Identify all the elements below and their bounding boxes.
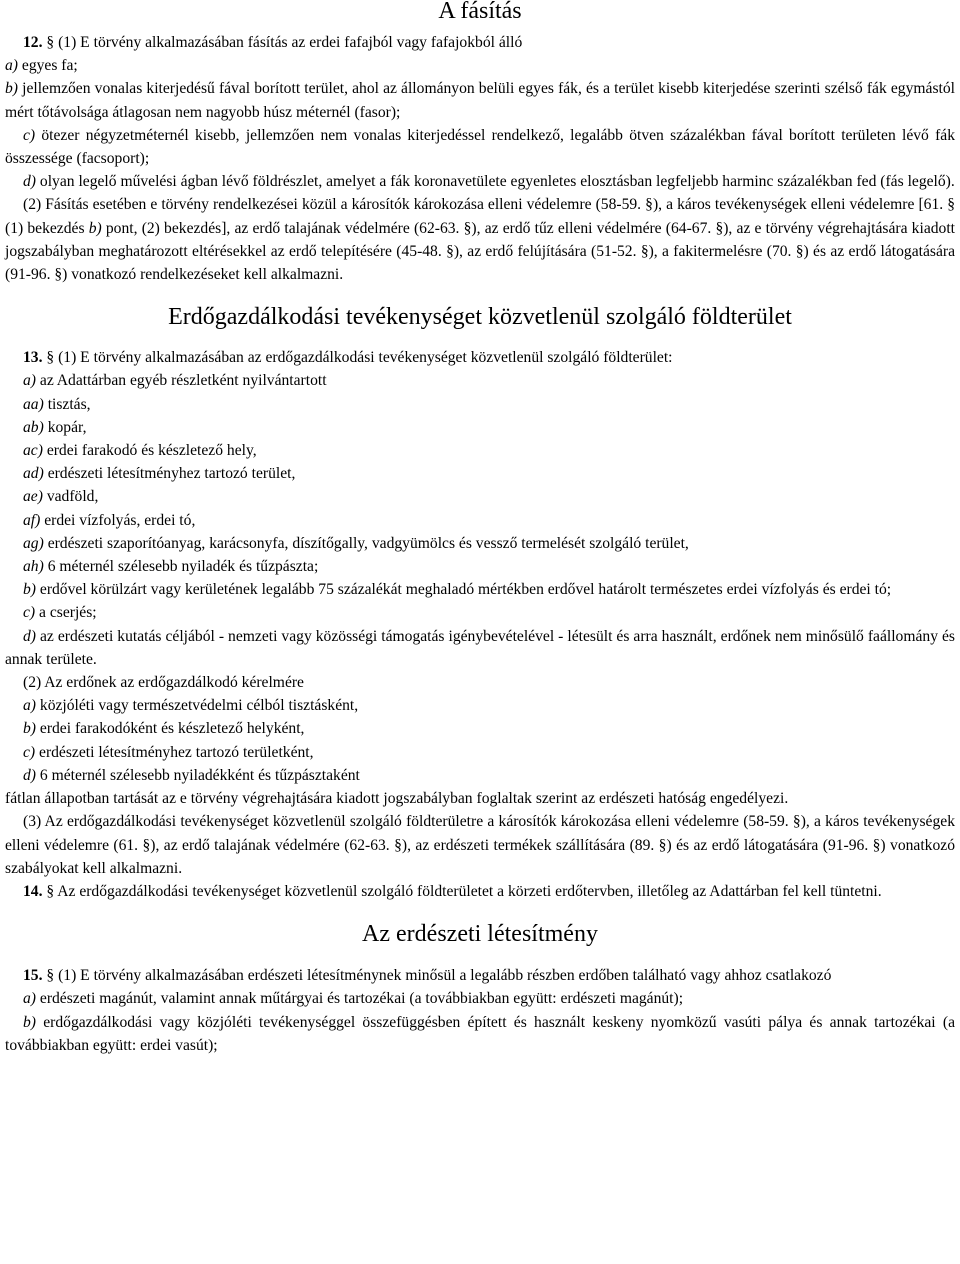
heading-erdogazdalkodasi: Erdőgazdálkodási tevékenységet közvetlenül szolgáló földterület bbox=[168, 304, 792, 331]
s13-d: d) az erdészeti kutatás céljából - nemzeti vagy közösségi támogatás igénybevételével - létesült és arra használt, erdőnek nem minősülő faállomány és annak területe. bbox=[5, 627, 955, 668]
s13-item-ah: ah) 6 méternél szélesebb nyiladék és tűzpászta; bbox=[23, 558, 319, 576]
s13-number: 13. bbox=[23, 349, 43, 367]
s13-p2-item-b: b) erdei farakodóként és készletező helyként, bbox=[23, 720, 305, 738]
s13-item-af: af) erdei vízfolyás, erdei tó, bbox=[23, 511, 196, 529]
s12-p2: (2) Fásítás esetében e törvény rendelkezései közül a károsítók károkozása elleni védelemre (58-59. §), a káros tevékenységek elleni védelemre [61. § (1) bekezdés b) pont, (2) bekezdés], az erdő talajának védelmére (62-63. §), az erdő tűz elleni védelmére (64-67. §), az e törvény végrehajtására kiadott jogszabályban meghatározott eltérésekkel az erdő telepítésére (45-48. §), az erdő felújítására (51-52. §), a fakitermelésre (70. §) és az erdő látogatására (91-96. §) vonatkozó rendelkezéseket kell alkalmazni. bbox=[5, 196, 955, 284]
s13-p2-intro: (2) Az erdőnek az erdőgazdálkodó kérelmére bbox=[23, 674, 304, 692]
s13-p2-tail: fátlan állapotban tartását az e törvény végrehajtására kiadott jogszabályban foglaltak szerint az erdészeti hatóság engedélyezi. bbox=[5, 790, 789, 808]
s12-a: a) egyes fa; bbox=[5, 57, 78, 75]
s15-p1: 15. § (1) E törvény alkalmazásában erdészeti létesítménynek minősül a legalább részben erdőben található vagy ahhoz csatlakozó bbox=[23, 967, 832, 985]
s15-number: 15. bbox=[23, 967, 43, 985]
s14-number: 14. bbox=[23, 882, 43, 900]
s12-p1-text: § (1) E törvény alkalmazásában fásítás az erdei fafajból vagy fafajokból álló bbox=[46, 34, 523, 51]
s12-b: b) jellemzően vonalas kiterjedésű fával borított terület, ahol az állományon belüli egyes fák, és a terület kisebb kiterjedése szerinti szélső fák egymástól mért tőtávolsága átlagosan nem nagyobb húsz méternél (fasor); bbox=[5, 80, 955, 121]
s13-p2-item-d: d) 6 méternél szélesebb nyiladékként és tűzpásztaként bbox=[23, 766, 360, 784]
document-page bbox=[5, 0, 955, 1057]
s12-c: c) ötezer négyzetméternél kisebb, jellemzően nem vonalas kiterjedéssel rendelkező, legalább ötven százalékban fával borított területen lévő fák összessége (facsoport); bbox=[5, 126, 955, 168]
s13-a: a) az Adattárban egyéb részletként nyilvántartott bbox=[23, 372, 327, 390]
s13-item-ab: ab) kopár, bbox=[23, 418, 87, 436]
s12-number: 12. bbox=[23, 34, 43, 51]
s13-p1: 13. § (1) E törvény alkalmazásában az erdőgazdálkodási tevékenységet közvetlenül szolgáló földterület: bbox=[23, 349, 673, 367]
heading-letesitmeny: Az erdészeti létesítmény bbox=[362, 921, 598, 948]
s13-p2-item-c: c) erdészeti létesítményhez tartozó területként, bbox=[23, 743, 314, 761]
s13-p2-item-a: a) közjóléti vagy természetvédelmi célból tisztásként, bbox=[23, 697, 359, 715]
s13-b: b) erdővel körülzárt vagy kerületének legalább 75 százalékát meghaladó mértékben erdővel határolt természetes erdei vízfolyás és erdei tó; bbox=[23, 581, 892, 599]
s13-item-ae: ae) vadföld, bbox=[23, 488, 99, 506]
s15-a: a) erdészeti magánút, valamint annak műtárgyai és tartozékai (a továbbiakban együtt: erdészeti magánút); bbox=[23, 990, 684, 1008]
s12-d: d) olyan legelő művelési ágban lévő földrészlet, amelyet a fák koronavetülete egyenletes elosztásban legfeljebb harminc százalékban fed (fás legelő). bbox=[23, 173, 955, 191]
s13-item-ac: ac) erdei farakodó és készletező hely, bbox=[23, 442, 257, 460]
s13-item-ad: ad) erdészeti létesítményhez tartozó terület, bbox=[23, 465, 296, 483]
s13-p3: (3) Az erdőgazdálkodási tevékenységet közvetlenül szolgáló földterületre a károsítók károkozása elleni védelemre (58-59. §), a káros tevékenységek elleni védelemre (61. §), az erdő talajának védelmére (62-63. §), az erdészeti termékek szállítására (89. §) és az erdő látogatására (91-96. §) vonatkozó szabályokat kell alkalmazni. bbox=[5, 813, 955, 877]
s13-c: c) a cserjés; bbox=[23, 604, 97, 622]
s15-b: b) erdőgazdálkodási vagy közjóléti tevékenységgel összefüggésben épített és használt keskeny nyomközű vasúti pálya és annak tartozékai (a továbbiakban együtt: erdei vasút); bbox=[5, 1013, 955, 1054]
s13-item-ag: ag) erdészeti szaporítóanyag, karácsonyfa, díszítőgally, vadgyümölcs és vessző termelését szolgáló terület, bbox=[23, 534, 689, 552]
heading-fasitas: A fásítás bbox=[438, 0, 522, 24]
s14-p: 14. § Az erdőgazdálkodási tevékenységet közvetlenül szolgáló földterületet a körzeti erdőtervben, illetőleg az Adattárban fel kell tüntetni. bbox=[23, 882, 882, 900]
s13-item-aa: aa) tisztás, bbox=[23, 395, 91, 413]
s12-p1 bbox=[5, 31, 955, 54]
